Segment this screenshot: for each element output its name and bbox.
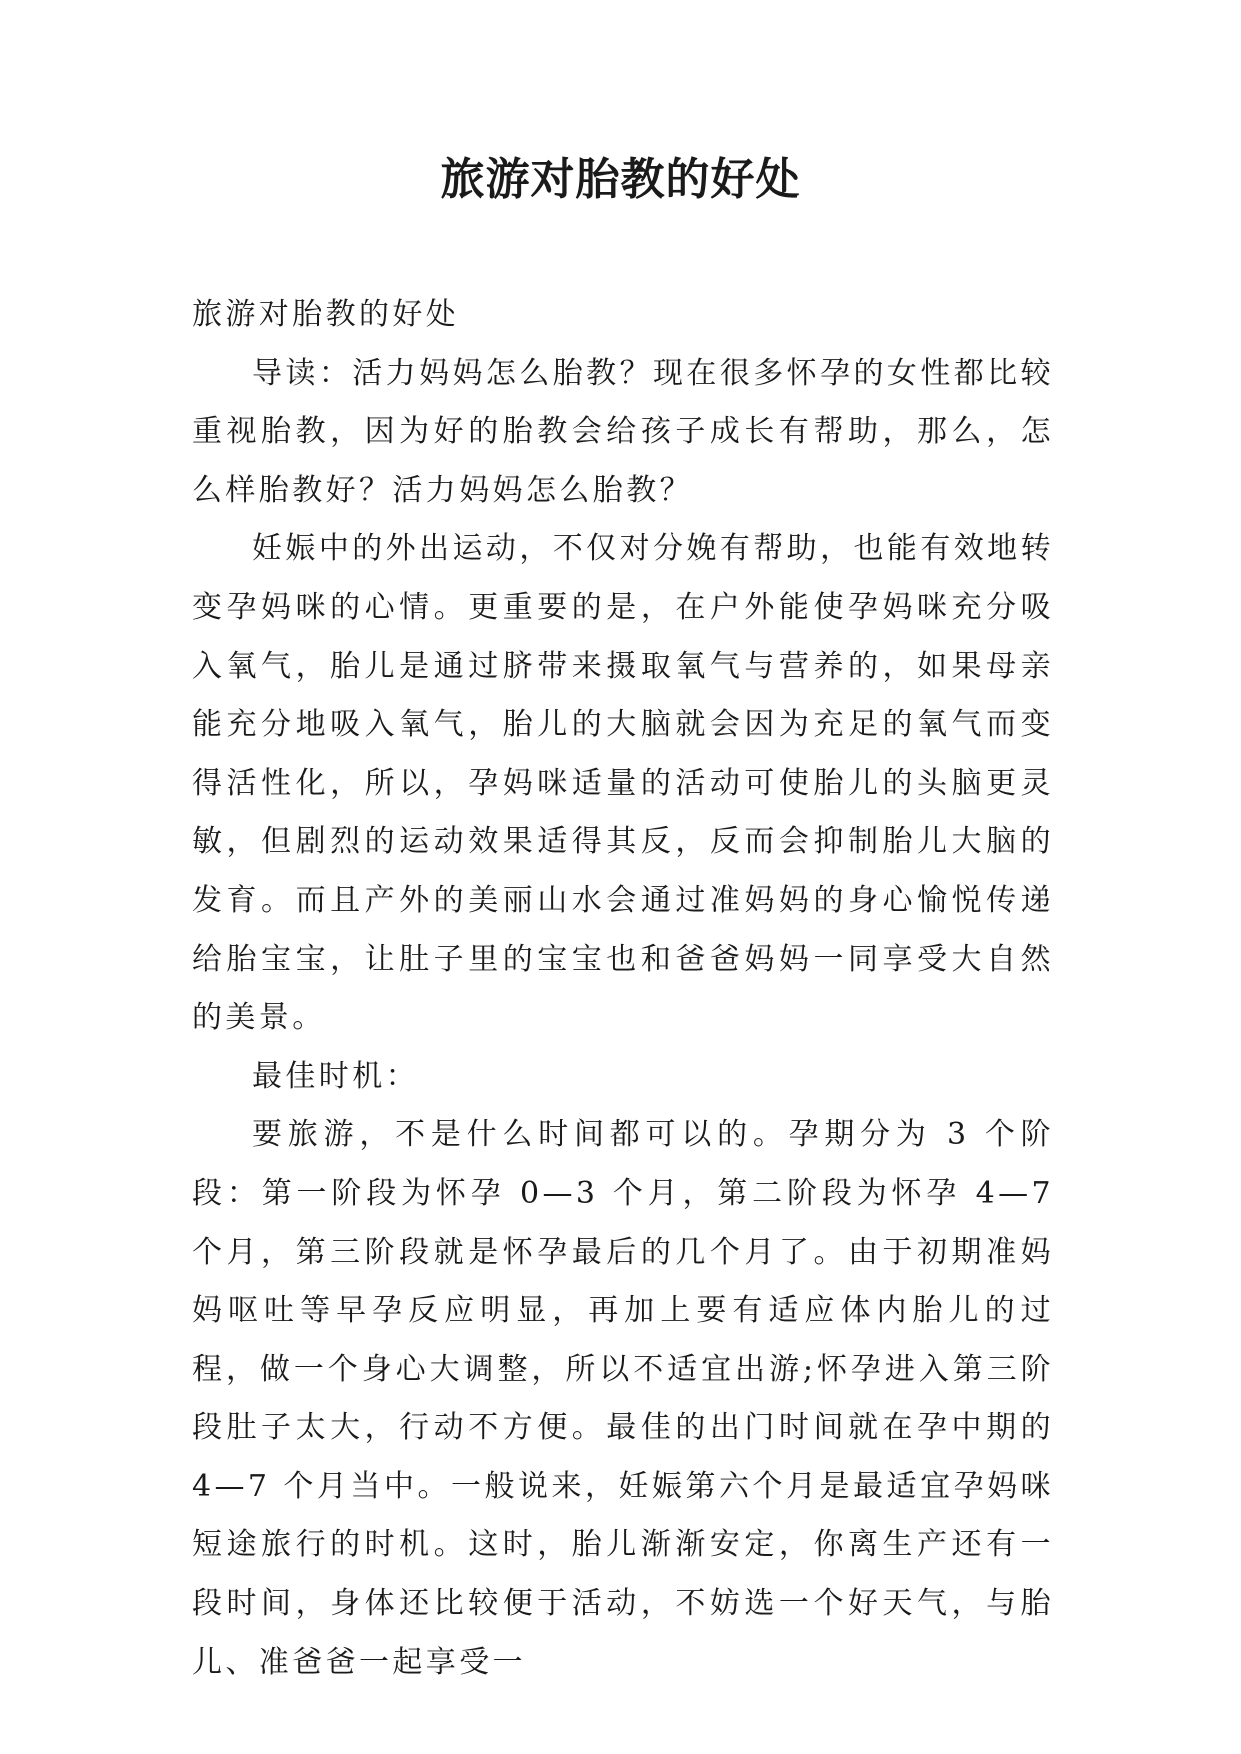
body-paragraph-exercise: 妊娠中的外出运动，不仅对分娩有帮助，也能有效地转变孕妈咪的心情。更重要的是，在户外能使孕妈咪充分吸入氧气，胎儿是通过脐带来摄取氧气与营养的，如果母亲能充分地吸入氧气，胎儿的大脑就会因为充足的氧气而变得活性化，所以，孕妈咪适量的活动可使胎儿的头脑更灵敏，但剧烈的运动效果适得其反，反而会抑制胎儿大脑的发育。而且产外的美丽山水会通过准妈妈的身心愉悦传递给胎宝宝，让肚子里的宝宝也和爸爸妈妈一同享受大自然的美景。: [192, 531, 1054, 1036]
document-title: 旅游对胎教的好处: [440, 154, 801, 205]
document-body: [192, 286, 1054, 1692]
body-paragraph-best-time: 要旅游，不是什么时间都可以的。孕期分为 3 个阶段：第一阶段为怀孕 0—3 个月，第二阶段为怀孕 4—7 个月，第三阶段就是怀孕最后的几个月了。由于初期准妈妈呕吐等早孕反应明显，再加上要有适应体内胎儿的过程，做一个身心大调整，所以不适宜出游;怀孕进入第三阶段肚子太大，行动不方便。最佳的出门时间就在孕中期的 4—7 个月当中。一般说来，妊娠第六个月是最适宜孕妈咪短途旅行的时机。这时，胎儿渐渐安定，你离生产还有一段时间，身体还比较便于活动，不妨选一个好天气，与胎儿、准爸爸一起享受一: [192, 1117, 1054, 1680]
body-paragraph-intro: 导读：活力妈妈怎么胎教？现在很多怀孕的女性都比较重视胎教，因为好的胎教会给孩子成长有帮助，那么，怎么样胎教好？活力妈妈怎么胎教？: [192, 355, 1054, 508]
body-paragraph-best-time-heading: 最佳时机：: [252, 1058, 419, 1094]
body-paragraph-heading: 旅游对胎教的好处: [192, 297, 460, 332]
